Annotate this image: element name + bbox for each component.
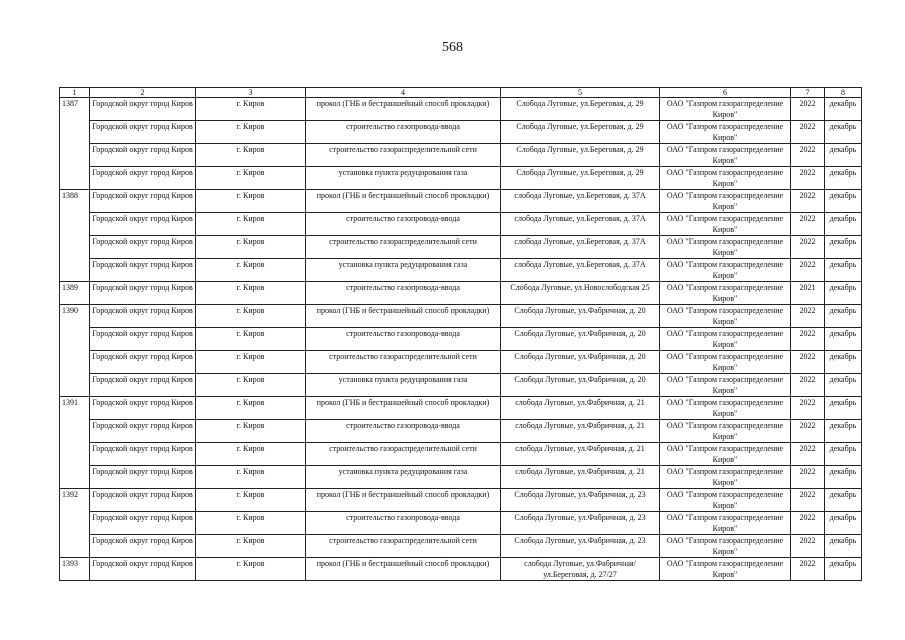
table-row [60,535,862,558]
organization-cell: ОАО "Газпром газораспределение Киров" [660,305,791,328]
month-cell: декабрь [825,558,862,581]
table-row [60,167,862,190]
district-cell: Городской округ город Киров [90,466,196,489]
district-cell: Городской округ город Киров [90,259,196,282]
address-cell: Слобода Луговые, ул.Фабричная, д. 23 [501,535,660,558]
city-cell: г. Киров [196,98,306,121]
year-cell: 2022 [791,558,825,581]
address-cell: Слобода Луговые, ул.Фабричная, д. 20 [501,374,660,397]
city-cell: г. Киров [196,512,306,535]
column-header: 4 [306,88,501,98]
city-cell: г. Киров [196,144,306,167]
table-row [60,374,862,397]
city-cell: г. Киров [196,213,306,236]
organization-cell: ОАО "Газпром газораспределение Киров" [660,351,791,374]
work-type-cell: строительство газопровода-ввода [306,328,501,351]
year-cell: 2022 [791,512,825,535]
organization-cell: ОАО "Газпром газораспределение Киров" [660,190,791,213]
district-cell: Городской округ город Киров [90,535,196,558]
column-header: 8 [825,88,862,98]
work-type-cell: прокол (ГНБ и бестраншейный способ прокладки) [306,305,501,328]
work-type-cell: прокол (ГНБ и бестраншейный способ прокладки) [306,190,501,213]
city-cell: г. Киров [196,374,306,397]
work-type-cell: прокол (ГНБ и бестраншейный способ прокладки) [306,397,501,420]
organization-cell: ОАО "Газпром газораспределение Киров" [660,535,791,558]
year-cell: 2021 [791,282,825,305]
work-type-cell: строительство газораспределительной сети [306,535,501,558]
organization-cell: ОАО "Газпром газораспределение Киров" [660,282,791,305]
address-cell: слобода Луговые, ул.Береговая, д. 37А [501,213,660,236]
work-type-cell: строительство газораспределительной сети [306,236,501,259]
city-cell: г. Киров [196,558,306,581]
district-cell: Городской округ город Киров [90,558,196,581]
table-row [60,213,862,236]
page-number: 568 [442,40,463,55]
organization-cell: ОАО "Газпром газораспределение Киров" [660,466,791,489]
address-cell: Слобода Луговые, ул.Береговая, д. 29 [501,167,660,190]
address-cell: слобода Луговые, ул.Береговая, д. 37А [501,236,660,259]
city-cell: г. Киров [196,443,306,466]
organization-cell: ОАО "Газпром газораспределение Киров" [660,397,791,420]
work-type-cell: прокол (ГНБ и бестраншейный способ прокладки) [306,489,501,512]
table-row [60,558,862,581]
table-row [60,190,862,213]
column-header: 7 [791,88,825,98]
city-cell: г. Киров [196,121,306,144]
city-cell: г. Киров [196,190,306,213]
district-cell: Городской округ город Киров [90,190,196,213]
month-cell: декабрь [825,374,862,397]
organization-cell: ОАО "Газпром газораспределение Киров" [660,558,791,581]
address-cell: Слобода Луговые, ул.Фабричная, д. 20 [501,351,660,374]
year-cell: 2022 [791,144,825,167]
organization-cell: ОАО "Газпром газораспределение Киров" [660,328,791,351]
district-cell: Городской округ город Киров [90,397,196,420]
district-cell: Городской округ город Киров [90,167,196,190]
work-type-cell: строительство газопровода-ввода [306,282,501,305]
district-cell: Городской округ город Киров [90,305,196,328]
month-cell: декабрь [825,259,862,282]
year-cell: 2022 [791,374,825,397]
district-cell: Городской округ город Киров [90,443,196,466]
year-cell: 2022 [791,213,825,236]
month-cell: декабрь [825,489,862,512]
month-cell: декабрь [825,282,862,305]
record-number-cell: 1393 [60,558,90,581]
work-type-cell: установка пункта редуцирования газа [306,259,501,282]
address-cell: слобода Луговые, ул.Фабричная, д. 21 [501,397,660,420]
work-type-cell: установка пункта редуцирования газа [306,167,501,190]
address-cell: слобода Луговые, ул.Фабричная, д. 21 [501,420,660,443]
district-cell: Городской округ город Киров [90,98,196,121]
table-row [60,397,862,420]
month-cell: декабрь [825,535,862,558]
city-cell: г. Киров [196,236,306,259]
organization-cell: ОАО "Газпром газораспределение Киров" [660,259,791,282]
column-header: 6 [660,88,791,98]
city-cell: г. Киров [196,328,306,351]
month-cell: декабрь [825,466,862,489]
work-type-cell: установка пункта редуцирования газа [306,374,501,397]
record-number-cell: 1389 [60,282,90,305]
city-cell: г. Киров [196,167,306,190]
organization-cell: ОАО "Газпром газораспределение Киров" [660,374,791,397]
table-row [60,259,862,282]
organization-cell: ОАО "Газпром газораспределение Киров" [660,420,791,443]
city-cell: г. Киров [196,259,306,282]
table-row [60,443,862,466]
work-type-cell: установка пункта редуцирования газа [306,466,501,489]
organization-cell: ОАО "Газпром газораспределение Киров" [660,512,791,535]
work-type-cell: строительство газопровода-ввода [306,420,501,443]
month-cell: декабрь [825,443,862,466]
city-cell: г. Киров [196,489,306,512]
city-cell: г. Киров [196,420,306,443]
record-number-cell: 1390 [60,305,90,397]
address-cell: слобода Луговые, ул.Береговая, д. 37А [501,190,660,213]
organization-cell: ОАО "Газпром газораспределение Киров" [660,98,791,121]
organization-cell: ОАО "Газпром газораспределение Киров" [660,236,791,259]
year-cell: 2022 [791,121,825,144]
work-type-cell: строительство газораспределительной сети [306,443,501,466]
work-type-cell: прокол (ГНБ и бестраншейный способ прокладки) [306,558,501,581]
address-cell: слобода Луговые, ул.Береговая, д. 37А [501,259,660,282]
table-row [60,420,862,443]
year-cell: 2022 [791,305,825,328]
table-row [60,282,862,305]
city-cell: г. Киров [196,282,306,305]
month-cell: декабрь [825,121,862,144]
month-cell: декабрь [825,420,862,443]
column-header: 1 [60,88,90,98]
month-cell: декабрь [825,236,862,259]
year-cell: 2022 [791,351,825,374]
address-cell: слобода Луговые, ул.Фабричная, д. 21 [501,443,660,466]
month-cell: декабрь [825,351,862,374]
work-type-cell: строительство газораспределительной сети [306,144,501,167]
district-cell: Городской округ город Киров [90,144,196,167]
year-cell: 2022 [791,397,825,420]
organization-cell: ОАО "Газпром газораспределение Киров" [660,144,791,167]
table-row [60,305,862,328]
month-cell: декабрь [825,397,862,420]
table-row [60,328,862,351]
district-cell: Городской округ город Киров [90,420,196,443]
month-cell: декабрь [825,512,862,535]
month-cell: декабрь [825,144,862,167]
table-row [60,98,862,121]
work-type-cell: строительство газопровода-ввода [306,512,501,535]
table-row [60,351,862,374]
month-cell: декабрь [825,213,862,236]
year-cell: 2022 [791,190,825,213]
address-cell: Слобода Луговые, ул.Новослободская 25 [501,282,660,305]
month-cell: декабрь [825,167,862,190]
organization-cell: ОАО "Газпром газораспределение Киров" [660,213,791,236]
table-row [60,466,862,489]
address-cell: Слобода Луговые, ул.Фабричная, д. 20 [501,305,660,328]
address-cell: Слобода Луговые, ул.Фабричная, д. 23 [501,512,660,535]
month-cell: декабрь [825,190,862,213]
organization-cell: ОАО "Газпром газораспределение Киров" [660,443,791,466]
table-row [60,512,862,535]
table-row [60,489,862,512]
district-cell: Городской округ город Киров [90,351,196,374]
address-cell: слобода Луговые, ул.Фабричная, д. 21 [501,466,660,489]
address-cell: Слобода Луговые, ул.Береговая, д. 29 [501,98,660,121]
record-number-cell: 1387 [60,98,90,190]
address-cell: слобода Луговые, ул.Фабричная/ул.Береговая, д. 27/27 [501,558,660,581]
year-cell: 2022 [791,328,825,351]
registry-table [59,87,862,581]
city-cell: г. Киров [196,305,306,328]
table-row [60,236,862,259]
address-cell: Слобода Луговые, ул.Береговая, д. 29 [501,144,660,167]
district-cell: Городской округ город Киров [90,121,196,144]
city-cell: г. Киров [196,351,306,374]
district-cell: Городской округ город Киров [90,282,196,305]
record-number-cell: 1392 [60,489,90,558]
organization-cell: ОАО "Газпром газораспределение Киров" [660,121,791,144]
year-cell: 2022 [791,236,825,259]
year-cell: 2022 [791,98,825,121]
year-cell: 2022 [791,489,825,512]
year-cell: 2022 [791,259,825,282]
organization-cell: ОАО "Газпром газораспределение Киров" [660,167,791,190]
column-header: 3 [196,88,306,98]
table-row [60,144,862,167]
district-cell: Городской округ город Киров [90,213,196,236]
record-number-cell: 1391 [60,397,90,489]
district-cell: Городской округ город Киров [90,374,196,397]
district-cell: Городской округ город Киров [90,328,196,351]
month-cell: декабрь [825,98,862,121]
month-cell: декабрь [825,305,862,328]
address-cell: Слобода Луговые, ул.Фабричная, д. 20 [501,328,660,351]
month-cell: декабрь [825,328,862,351]
district-cell: Городской округ город Киров [90,512,196,535]
work-type-cell: строительство газопровода-ввода [306,213,501,236]
address-cell: Слобода Луговые, ул.Фабричная, д. 23 [501,489,660,512]
city-cell: г. Киров [196,397,306,420]
table-row [60,121,862,144]
work-type-cell: строительство газопровода-ввода [306,121,501,144]
year-cell: 2022 [791,167,825,190]
district-cell: Городской округ город Киров [90,236,196,259]
work-type-cell: прокол (ГНБ и бестраншейный способ прокладки) [306,98,501,121]
year-cell: 2022 [791,420,825,443]
work-type-cell: строительство газораспределительной сети [306,351,501,374]
organization-cell: ОАО "Газпром газораспределение Киров" [660,489,791,512]
address-cell: Слобода Луговые, ул.Береговая, д. 29 [501,121,660,144]
city-cell: г. Киров [196,466,306,489]
year-cell: 2022 [791,443,825,466]
district-cell: Городской округ город Киров [90,489,196,512]
year-cell: 2022 [791,535,825,558]
city-cell: г. Киров [196,535,306,558]
year-cell: 2022 [791,466,825,489]
column-header: 5 [501,88,660,98]
column-header: 2 [90,88,196,98]
table-header-row [60,88,862,98]
table-body [60,98,862,581]
record-number-cell: 1388 [60,190,90,282]
